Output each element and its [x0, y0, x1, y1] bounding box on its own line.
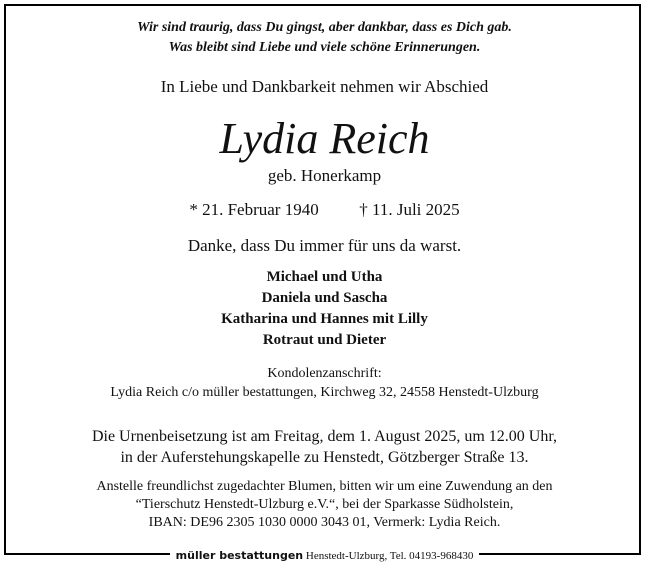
- intro-text: In Liebe und Dankbarkeit nehmen wir Abschied: [160, 77, 489, 96]
- family-member: Katharina und Hannes mit Lilly: [221, 311, 428, 327]
- condolence-address: Lydia Reich c/o müller bestattungen, Kirchweg 32, 24558 Henstedt-Ulzburg: [110, 385, 539, 400]
- burial-line-2: in der Auferstehungskapelle zu Henstedt, Götzberger Straße 13.: [120, 449, 529, 466]
- donation-line-2: “Tierschutz Henstedt-Ulzburg e.V.“, bei der Sparkasse Südholstein,: [135, 497, 514, 512]
- life-dates: [0, 200, 649, 220]
- donation-line-1: Anstelle freundlichst zugedachter Blumen, bitten wir um eine Zuwendung an den: [96, 479, 553, 494]
- poem-line-2: Was bleibt sind Liebe und viele schöne Erinnerungen.: [168, 40, 481, 55]
- condolence-label: Kondolenzanschrift:: [267, 366, 382, 381]
- undertaker-brand: müller bestattungen: [175, 549, 304, 562]
- donation-line-3: IBAN: DE96 2305 1030 0000 3043 01, Vermerk: Lydia Reich.: [148, 515, 501, 530]
- deceased-name: Lydia Reich: [219, 114, 430, 163]
- poem-line-1: Wir sind traurig, dass Du gingst, aber dankbar, dass es Dich gab.: [137, 20, 512, 35]
- footer: [0, 549, 649, 562]
- death-date: † 11. Juli 2025: [359, 200, 460, 219]
- undertaker-contact: Henstedt-Ulzburg, Tel. 04193-968430: [305, 550, 474, 562]
- family-member: Rotraut und Dieter: [262, 332, 387, 348]
- burial-line-1: Die Urnenbeisetzung ist am Freitag, dem 1. August 2025, um 12.00 Uhr,: [91, 428, 558, 445]
- thanks-text: Danke, dass Du immer für uns da warst.: [187, 236, 462, 255]
- family-member: Daniela und Sascha: [261, 290, 388, 306]
- birth-date: * 21. Februar 1940: [189, 200, 319, 219]
- family-member: Michael und Utha: [266, 269, 383, 285]
- birth-name: geb. Honerkamp: [267, 166, 382, 185]
